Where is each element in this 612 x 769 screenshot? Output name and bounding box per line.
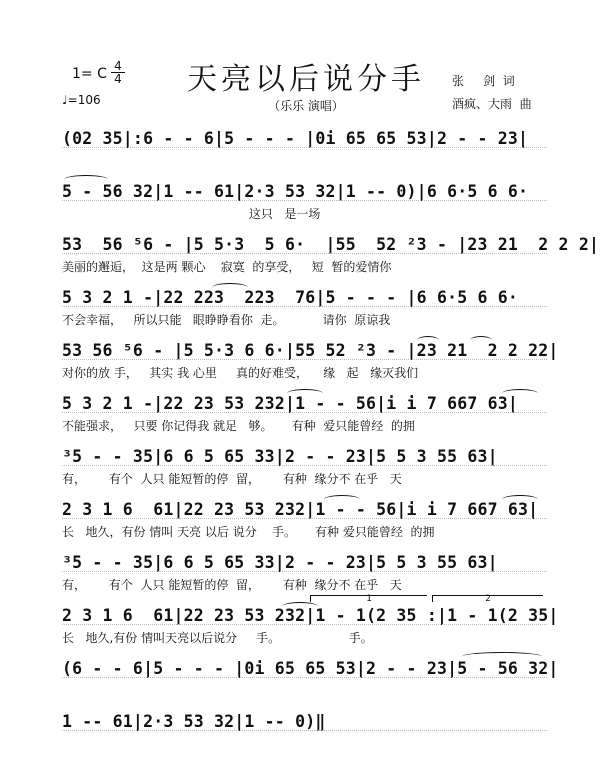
lyric-line: 这只 是一场 [62,207,321,221]
volta-bracket-first [310,595,427,602]
lyric-line: 美丽的邂逅， 这是两 颗心 寂寞 的享受， 短 暂的爱情你 [62,260,392,274]
notation-line: 5 3 2 1 -|22 223 223 76|5 - - - |6 6·5 6 6· [62,288,519,307]
score-system-8 [62,499,552,552]
score-system-10 [62,594,559,658]
slur-mark [502,495,538,504]
lyricist-credit: 张 剑 词 [452,74,515,88]
score-system-11 [62,658,559,711]
notation-line: 53 56 ⁵6 - |5 5·3 6 6·|55 52 ²3 - |23 21 2 2 22| [62,341,559,360]
slur-mark [470,336,492,345]
score-system-6 [62,393,552,446]
notation-line: 5 3 2 1 -|22 23 53 232|1 - - 56|i i 7 667 63| [62,394,519,413]
notation-line: 2 3 1 6 61|22 23 53 232|1 - 1(2 35 :|1 - 1(2 35| [62,606,559,625]
score-system-2 [62,181,552,234]
score [62,128,600,764]
time-signature [111,60,125,85]
tempo-marking: ♩=106 [62,93,101,107]
score-system-5 [62,340,559,393]
notation-line: ³5 - - 35|6 6 5 65 33|2 - - 23|5 5 3 55 63| [62,553,498,572]
score-system-4 [62,287,552,340]
score-system-12 [62,711,552,764]
score-system-7 [62,446,552,499]
score-system-1 [62,128,552,181]
credits [452,70,532,116]
notation-line: 2 3 1 6 61|22 23 53 232|1 - - 56|i i 7 667 63| [62,500,539,519]
slur-mark [287,389,323,398]
time-signature-bottom: 4 [114,72,122,86]
lyric-line: 不会幸福， 所以只能 眼睁睁看你 走。 请你 原谅我 [62,313,391,327]
notation-line: 5 - 56 32|1 -- 61|2·3 53 32|1 -- 0)|6 6·5 6 6· [62,182,529,201]
volta-label: 1 [366,594,372,604]
slur-mark [417,336,439,345]
volta-bracket-second [432,595,543,602]
lyric-line: 长 地久，有份 情叫 天亮 以后 说分 手。 有种 爱只能曾经 的拥 [62,525,435,539]
notation-line: ³5 - - 35|6 6 5 65 33|2 - - 23|5 5 3 55 63| [62,447,498,466]
song-title: 天亮以后说分手 [187,62,425,97]
slur-mark [64,175,108,184]
notation-line: (6 - - 6|5 - - - |0i 65 65 53|2 - - 23|5 - 56 32| [62,659,559,678]
singer-credit: （乐乐 演唱） [268,99,344,113]
slur-mark [502,389,538,398]
notation-line: 1 -- 61|2·3 53 32|1 -- 0)‖ [62,712,326,731]
time-signature-top: 4 [111,60,125,73]
score-system-3 [62,234,600,287]
composer-credit: 酒疯、大雨 曲 [452,97,532,111]
slur-mark [324,495,360,504]
notation-line: (02 35|:6 - - 6|5 - - - |0i 65 65 53|2 - - 23| [62,129,529,148]
volta-label: 2 [485,594,491,604]
lyric-line: 长 地久,有份 情叫天亮以后说分 手。 手。 [62,631,373,645]
notation-line: 53 56 ⁵6 - |5 5·3 5 6· |55 52 ²3 - |23 21 2 2 2| [62,235,600,254]
slur-mark [462,652,542,661]
slur-mark [212,283,248,292]
lyric-line: 不能强求， 只要 你记得我 就足 够。 有种 爱只能曾经 的拥 [62,419,415,433]
slur-mark [282,602,318,611]
lyric-line: 有， 有个 人只 能短暂的停 留， 有种 缘分不 在乎 天 [62,578,402,592]
key-signature: 1= C [72,66,107,82]
lyric-line: 对你的放 手， 其实 我 心里 真的好难受， 缘 起 缘灭我们 [62,366,419,380]
lyric-line: 有， 有个 人只 能短暂的停 留， 有种 缘分不 在乎 天 [62,472,402,486]
